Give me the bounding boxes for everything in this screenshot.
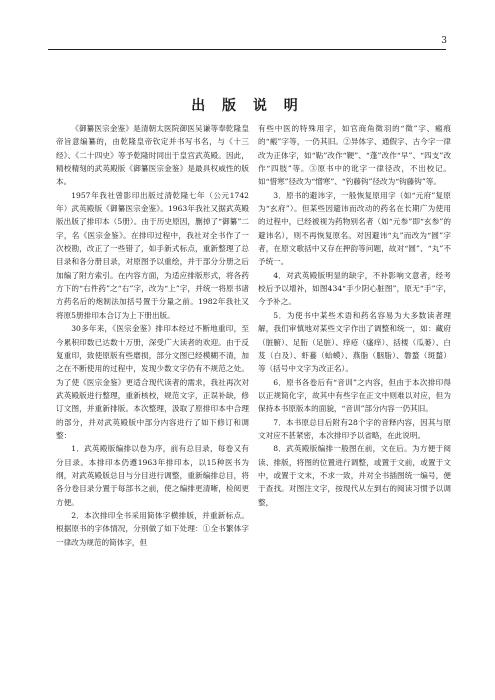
paragraph: 2．本次排印全书采用简体字横排版，并重新标点。根据原书的字体情况，分别做了如下处理：①全书繁体字一律改为规范的简体字，但 [56, 510, 249, 547]
paragraph: 4．对武英殿版明显的缺字，不补影响文意者，经考校后予以增补，如图434“手少阴心脏图”，原无“手”字，今予补之。 [258, 270, 451, 307]
paragraph: 《御纂医宗金鉴》是清朝太医院御医吴谦等奉乾隆皇帝旨意编纂的，由乾隆皇帝钦定并书写书名，与《十三经》、《二十四史》等予乾隆时同出于皇宫武英殿。因此，精校精刻的武英殿版《御纂医宗金鉴》是最具权威性的版本。 [56, 124, 249, 187]
page-number: 3 [441, 36, 447, 46]
paragraph: 3．原书的避讳字，一般恢复原用字（如“元府”复原为“玄府”）。但某些因避讳而改动的药名在长期广为使用的过程中，已经被视为药物别名者（如“元参”即“玄参”的避讳名），则不再恢复原名。对因避讳“丸”而改为“圆”字者，在原文歌括中又存在押韵等问题，故对“圆”、“丸”不予统一。 [258, 190, 451, 267]
paragraph: 7．本书原总目后附有28个字的音释内容，因其与原文对应不甚紧密，本次排印予以省略，在此说明。 [258, 417, 451, 440]
paragraph: 1957年我社曾影印出版过清乾隆七年（公元1742年）武英殿版《御纂医宗金鉴》。1963年我社又据武英殿版出版了排印本（5册）。由于历史原因，删掉了“御纂”二字，名《医宗金鉴》。在排印过程中，我社对全书作了一次校勘，改正了一些错了，如手新式标点，重新整理了总目录和各分册目录，对原图予以重绘，并于部分分册之后加编了附方索引。在内容方面，为适应排版形式，将各药方下的“右件药”之“右”字，改为“上”字，并统一将原书诸方药名后的炮制法加括号置于分量之前。1982年我社又将原5册排印本合订为上下册出版。 [56, 190, 249, 320]
paragraph: 有些中医的特殊用字，如官商角徵羽的“徵”字、瘢痕的“瘢”字等，一仍其旧。②异体字、通假字、古今字一律改为正体字，如“䩞”改作“鞕”、“蓬”改作“早”、“四支”改作“四肢”等。③原书中的讹字一律径改，不出校记。如“惜寒”径改为“憎寒”、“钓藤钩”径改为“钩藤钩”等。 [258, 124, 451, 187]
paragraph: 30多年来，《医宗金鉴》排印本经过不断地重印，至今累积印数已达数十万册，深受广大读者的欢迎。由于反复重印，致使原版有些磨损，部分文图已经模糊不清，加之在不断使用的过程中，发现少数文字仍有不规范之处。为了使《医宗金鉴》更适合现代读者的需求，我社再次对武英殿版进行整理，重新核校，规范文字，正误补缺，修订文图，并重新排版。本次整理，汲取了原排印本中合理的部分，并对武英殿版中部分内容进行了如下修订和调整： [56, 324, 249, 440]
paragraph: 8．武英殿版编排一般图在前，文在后。为方便于阅读、排版，将图的位置进行调整，或置于文前，或置于文中，或置于文末，不求一致，并对全书插图统一编号，便于查找。对图注文字，按现代从左到右的阅读习惯予以调整， [258, 444, 451, 507]
left-column [56, 122, 249, 549]
header-rule [48, 49, 446, 50]
page-title: 出 版 说 明 [191, 98, 304, 114]
paragraph: 6．原书各卷后有“音训”之内容，但由于本次排印得以正规简化字，故其中有些字在正文中则难以对应，但为保持本书原版本的面貌，“音训”部分内容一仍其旧。 [258, 377, 451, 414]
right-column [258, 122, 451, 509]
paragraph: 1．武英殿版编排以卷为序，前有总目录，每卷又有分目录。本排印本仍遵1963年排印本，以15种医书为纲，对武英殿版总目与分目进行调整，重新编排总目，将各分卷目录分置于每部书之前，使之编排更清晰，检阅更方便。 [56, 444, 249, 507]
paragraph: 5．为使书中某些术语和药名容易为大多数读者理解，我们审慎地对某些文字作出了调整和统一，如：藏府（脏腑）、足胻（足脏）、痒疮（瘙痒）、括楼（瓜蒌）、白芨（白及）、虾蟇（蛤蟆）、燕脂（胭脂）、磐蝥（斑蝥）等（括号中文字为改正名）。 [258, 310, 451, 374]
